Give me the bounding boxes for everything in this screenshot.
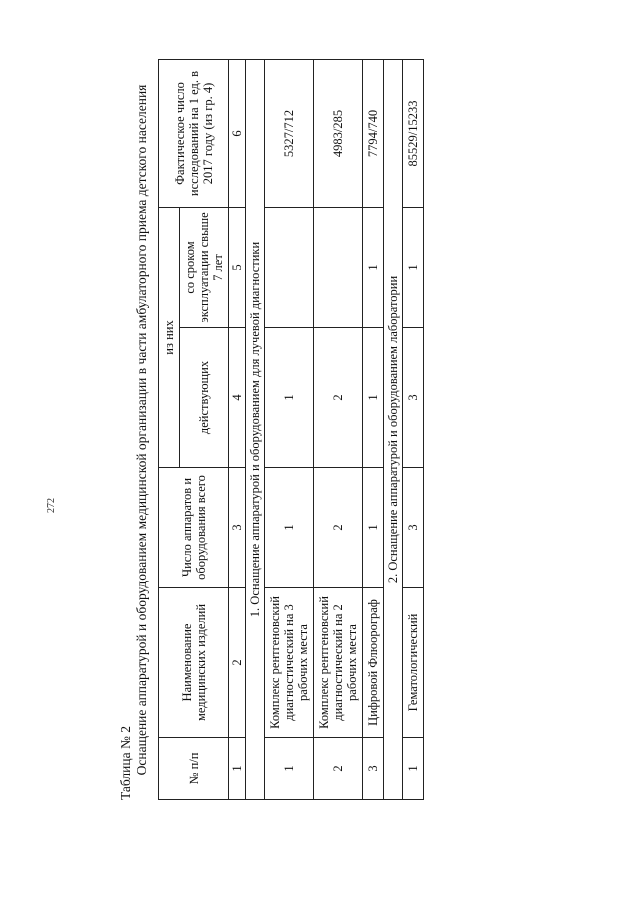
- table-caption: [118, 60, 150, 800]
- rotated-page-content: [118, 60, 638, 800]
- header-total: Число аппаратов и оборудования всего: [159, 468, 229, 588]
- header-item-name: Наименование медицинских изделий: [159, 588, 229, 738]
- cell-over-7-years: [314, 207, 363, 327]
- section-row: [384, 59, 403, 799]
- cell-actual-studies: 7794/740: [363, 59, 384, 207]
- column-number: 3: [229, 468, 246, 588]
- header-row-1: [159, 59, 180, 799]
- cell-number: 1: [265, 738, 314, 800]
- header-of-them: из них: [159, 207, 180, 467]
- cell-operating: 1: [363, 328, 384, 468]
- column-number: 5: [229, 207, 246, 327]
- cell-item-name: Комплекс рентгеновский диагностический на 2 рабочих места: [314, 588, 363, 738]
- column-number: 6: [229, 59, 246, 207]
- cell-over-7-years: 1: [363, 207, 384, 327]
- cell-item-name: Цифровой Флюорограф: [363, 588, 384, 738]
- column-number: 2: [229, 588, 246, 738]
- cell-actual-studies: 85529/15233: [403, 59, 424, 207]
- cell-item-name: Комплекс рентгеновский диагностический на 3 рабочих места: [265, 588, 314, 738]
- cell-number: 3: [363, 738, 384, 800]
- header-actual-studies: Фактическое число исследований на 1 ед. в 2017 году (из гр. 4): [159, 59, 229, 207]
- cell-item-name: Гематологический: [403, 588, 424, 738]
- cell-over-7-years: [265, 207, 314, 327]
- cell-total: 1: [363, 468, 384, 588]
- table-row: [403, 59, 424, 799]
- cell-total: 3: [403, 468, 424, 588]
- cell-operating: 2: [314, 328, 363, 468]
- header-number: № п/п: [159, 738, 229, 800]
- column-number-row: [229, 59, 246, 799]
- cell-over-7-years: 1: [403, 207, 424, 327]
- cell-number: 1: [403, 738, 424, 800]
- column-number: 4: [229, 328, 246, 468]
- table-row: [265, 59, 314, 799]
- section-row: [246, 59, 265, 799]
- cell-total: 1: [265, 468, 314, 588]
- table-title: Оснащение аппаратурой и оборудованием медицинской организации в части амбулаторного приема детского населения: [134, 84, 149, 776]
- cell-operating: 3: [403, 328, 424, 468]
- cell-total: 2: [314, 468, 363, 588]
- cell-operating: 1: [265, 328, 314, 468]
- page-number: 272: [46, 498, 57, 513]
- header-over-7-years: со сроком эксплуатации свыше 7 лет: [180, 207, 229, 327]
- header-operating: действующих: [180, 328, 229, 468]
- section-title-radiology: 1. Оснащение аппаратурой и оборудованием для лучевой диагностики: [246, 59, 265, 799]
- table-row: [314, 59, 363, 799]
- table-row: [363, 59, 384, 799]
- table-label: Таблица № 2: [118, 726, 133, 800]
- section-title-laboratory: 2. Оснащение аппаратурой и оборудованием лаборатории: [384, 59, 403, 799]
- column-number: 1: [229, 738, 246, 800]
- cell-actual-studies: 5327/712: [265, 59, 314, 207]
- cell-actual-studies: 4983/285: [314, 59, 363, 207]
- cell-number: 2: [314, 738, 363, 800]
- equipment-table: [158, 59, 424, 800]
